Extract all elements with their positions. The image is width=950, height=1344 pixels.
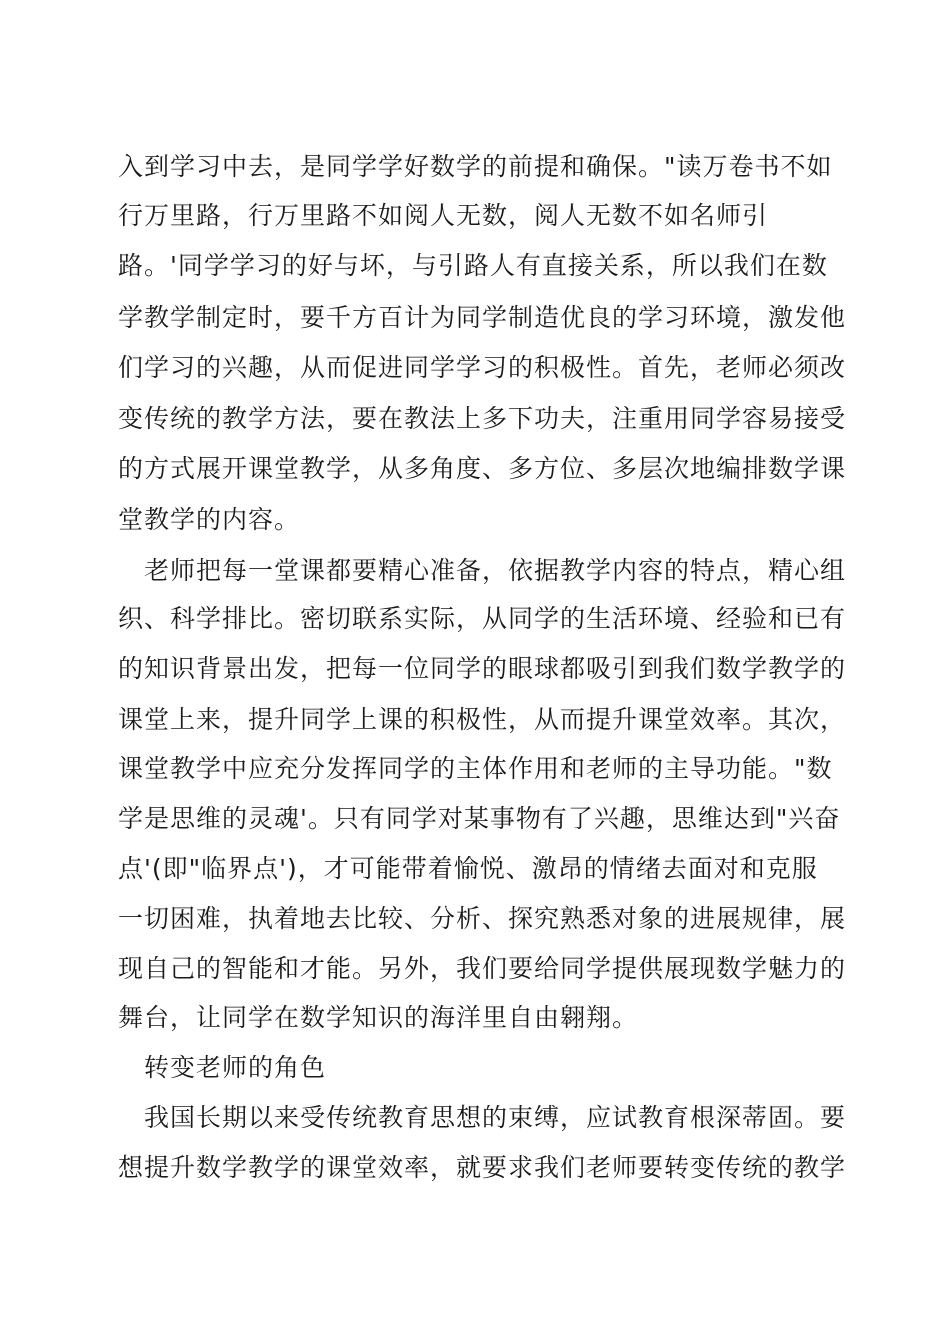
text-line: 老师把每一堂课都要精心准备，依据教学内容的特点，精心组	[144, 556, 847, 585]
text-line: 们学习的兴趣，从而促进同学学习的积极性。首先，老师必须改	[118, 353, 847, 382]
text-line: 学教学制定时，要千方百计为同学制造优良的学习环境，激发他	[118, 303, 847, 332]
text-line: 点'(即"临界点')，才可能带着愉悦、激昂的情绪去面对和克服	[118, 854, 818, 883]
text-line: 学是思维的灵魂'。只有同学对某事物有了兴趣，思维达到"兴奋	[118, 804, 841, 833]
text-line: 入到学习中去，是同学学好数学的前提和确保。"读万卷书不如	[118, 152, 833, 181]
text-line: 舞台，让同学在数学知识的海洋里自由翱翔。	[118, 1003, 639, 1032]
text-line: 堂教学的内容。	[118, 505, 301, 534]
text-line: 变传统的教学方法，要在教法上多下功夫，注重用同学容易接受	[118, 404, 847, 433]
text-line: 的知识背景出发，把每一位同学的眼球都吸引到我们数学教学的	[118, 654, 847, 683]
text-line: 现自己的智能和才能。另外，我们要给同学提供展现数学魅力的	[118, 954, 847, 983]
section-heading: 转变老师的角色	[144, 1053, 327, 1082]
text-line: 行万里路，行万里路不如阅人无数，阅人无数不如名师引	[118, 201, 769, 230]
text-line: 我国长期以来受传统教育思想的束缚，应试教育根深蒂固。要	[144, 1103, 847, 1132]
text-line: 想提升数学教学的课堂效率，就要求我们老师要转变传统的教学	[118, 1153, 847, 1182]
text-line: 课堂教学中应充分发挥同学的主体作用和老师的主导功能。"数	[118, 754, 833, 783]
text-line: 的方式展开课堂教学，从多角度、多方位、多层次地编排数学课	[118, 454, 847, 483]
text-line: 路。'同学学习的好与坏，与引路人有直接关系，所以我们在数	[118, 251, 828, 280]
text-line: 课堂上来，提升同学上课的积极性，从而提升课堂效率。其次，	[118, 705, 847, 734]
text-line: 织、科学排比。密切联系实际，从同学的生活环境、经验和已有	[118, 604, 847, 633]
text-line: 一切困难，执着地去比较、分析、探究熟悉对象的进展规律，展	[118, 904, 847, 933]
